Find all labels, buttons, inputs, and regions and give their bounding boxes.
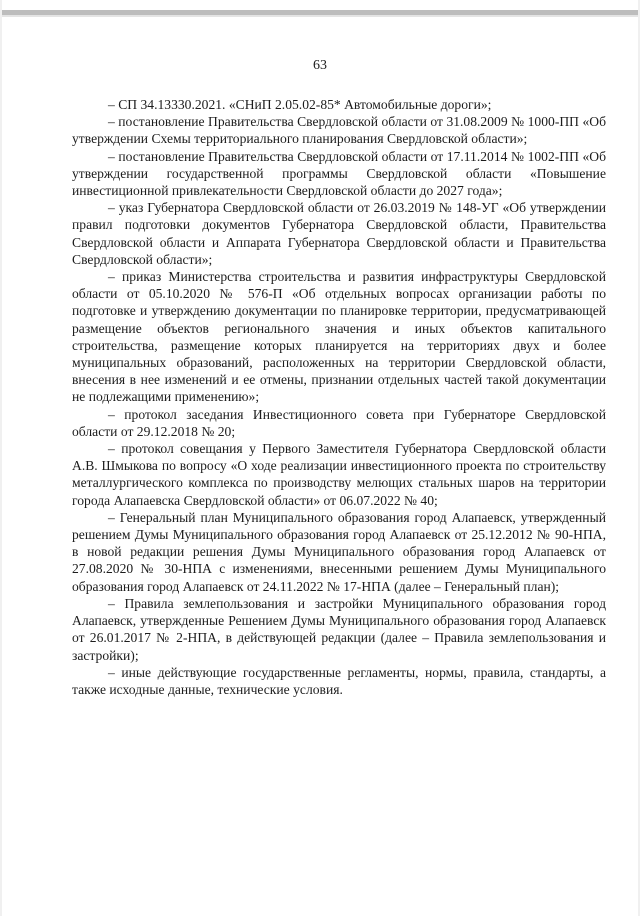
list-item-sp-34-13330: – СП 34.13330.2021. «СНиП 2.05.02-85* Автомобильные дороги»; bbox=[108, 97, 492, 112]
list-item-postanovlenie-1000-pp: – постановление Правительства Свердловской области от 31.08.2009 № 1000-ПП «Об утверждении Схемы территориального планирования Свердловской области»; bbox=[72, 114, 606, 147]
list-item-genplan: – Генеральный план Муниципального образования город Алапаевск, утвержденный решением Думы Муниципального образования город Алапаевск от 25.12.2012 № 90-НПА, в новой редакции решения Думы Муниципального образования город Алапаевск от 27.08.2020 № 30-НПА с изменениями, внесенными решением Думы Муниципального образования город Алапаевск от 24.11.2022 № 17-НПА (далее – Генеральный план); bbox=[72, 509, 606, 594]
document-body bbox=[72, 96, 606, 698]
list-item-prikaz-576-p: – приказ Министерства строительства и развития инфраструктуры Свердловской области от 05.10.2020 № 576-П «Об отдельных вопросах организации работы по подготовке и утверждению документации по планировке территории, предусматривающей размещение объектов регионального значения и иных объектов капитального строительства, размещение которых планируется на территориях двух и более муниципальных образований, расположенных на территории Свердловской области, внесения в нее изменений и ее отмены, признании отдельных частей такой документации не подлежащими применению»; bbox=[72, 269, 606, 405]
list-item-protokol-investsovet: – протокол заседания Инвестиционного совета при Губернаторе Свердловской области от 29.12.2018 № 20; bbox=[72, 406, 606, 439]
list-item-postanovlenie-1002-pp: – постановление Правительства Свердловской области от 17.11.2014 № 1002-ПП «Об утверждении государственной программы Свердловской области «Повышение инвестиционной привлекательности Свердловской области до 2027 года»; bbox=[72, 148, 606, 199]
scan-edge-left bbox=[0, 0, 2, 916]
list-item-protokol-soveshchaniya: – протокол совещания у Первого Заместителя Губернатора Свердловской области А.В. Шмыкова по вопросу «О ходе реализации инвестиционного проекта по строительству металлургического комплекса по производству мелющих стальных шаров на территории города Алапаевска Свердловской области» от 06.07.2022 № 40; bbox=[72, 441, 606, 508]
list-item-ukaz-148-ug: – указ Губернатора Свердловской области от 26.03.2019 № 148-УГ «Об утверждении правил подготовки документов Губернатора Свердловской области, Правительства Свердловской области и Аппарата Губернатора Свердловской области и Правительства Свердловской области»; bbox=[72, 200, 606, 267]
scan-edge-shadow bbox=[0, 15, 640, 17]
list-item-other-regulations: – иные действующие государственные регламенты, нормы, правила, стандарты, а также исходные данные, технические условия. bbox=[72, 664, 606, 697]
page-number: 63 bbox=[313, 58, 327, 73]
list-item-pzz: – Правила землепользования и застройки Муниципального образования город Алапаевск, утвержденные Решением Думы Муниципального образования город Алапаевск от 26.01.2017 № 2-НПА, в действующей редакции (далее – Правила землепользования и застройки); bbox=[72, 595, 606, 663]
